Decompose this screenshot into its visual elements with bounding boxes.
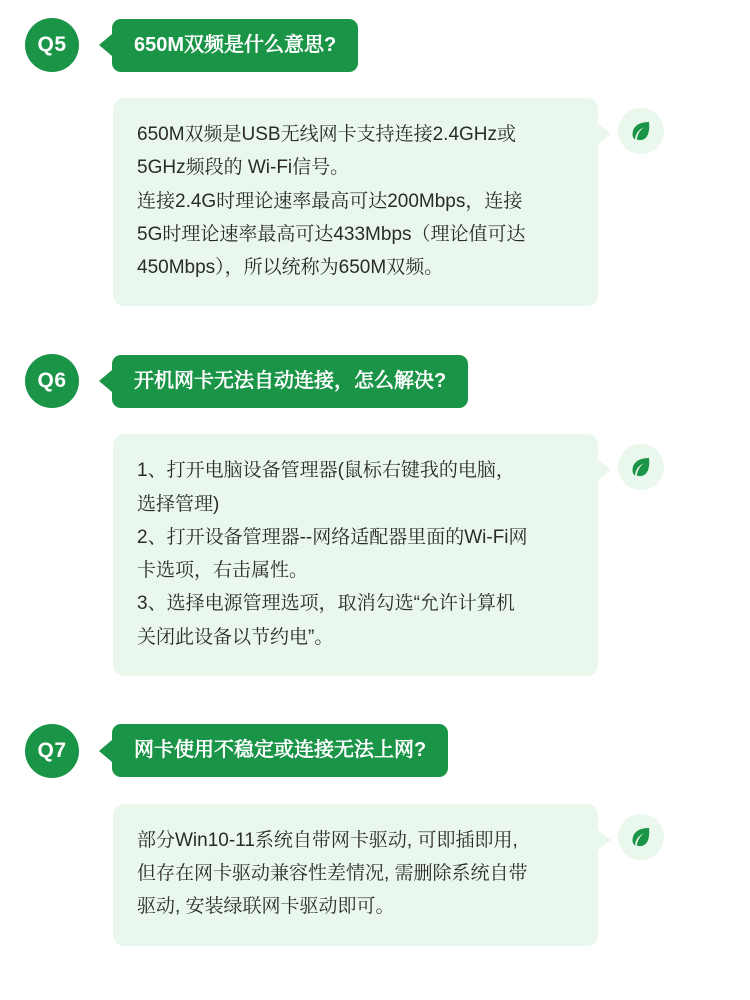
faq-item-q6: [0, 306, 750, 676]
avatar: [618, 108, 664, 154]
question-row-q6: [0, 354, 750, 408]
answer-bubble-wrap-q7: [113, 804, 611, 946]
question-row-q7: [0, 724, 750, 778]
answer-text-q7: [113, 804, 598, 946]
question-row-q5: [0, 18, 750, 72]
bubble-tail-icon: [99, 740, 112, 762]
question-bubble-wrap-q7: [99, 724, 448, 777]
answer-line: 选择管理): [137, 493, 220, 515]
answer-bubble-wrap-q5: [113, 98, 611, 306]
question-badge-q7: Q7: [25, 724, 79, 778]
answer-line: 2、打开设备管理器--网络适配器里面的Wi-Fi网: [137, 526, 528, 548]
question-text-q6: 开机网卡无法自动连接，怎么解决?: [112, 355, 468, 408]
faq-item-q7: [0, 676, 750, 946]
answer-row-q5: [0, 98, 750, 306]
answer-text-q5: [113, 98, 598, 306]
question-badge-q6: Q6: [25, 354, 79, 408]
bubble-tail-icon: [99, 370, 112, 392]
avatar: [618, 444, 664, 490]
answer-line: 部分Win10-11系统自带网卡驱动, 可即插即用,: [137, 829, 518, 851]
leaf-icon: [629, 119, 653, 143]
leaf-icon: [629, 825, 653, 849]
answer-row-q7: [0, 804, 750, 946]
question-text-q5: 650M双频是什么意思?: [112, 19, 358, 72]
answer-line: 5GHz频段的 Wi-Fi信号。: [137, 157, 350, 179]
answer-line: 450Mbps），所以统称为650M双频。: [137, 257, 444, 278]
question-text-q7: 网卡使用不稳定或连接无法上网?: [112, 724, 448, 777]
bubble-tail-icon: [598, 124, 611, 144]
answer-line: 连接2.4G时理论速率最高可达200Mbps，连接: [137, 190, 523, 212]
answer-bubble-wrap-q6: [113, 434, 611, 676]
question-badge-q5: Q5: [25, 18, 79, 72]
answer-line: 关闭此设备以节约电”。: [137, 626, 334, 648]
answer-line: 卡选项，右击属性。: [137, 560, 309, 581]
question-bubble-wrap-q6: [99, 355, 468, 408]
leaf-icon: [629, 455, 653, 479]
question-bubble-wrap-q5: [99, 19, 358, 72]
answer-line: 1、打开电脑设备管理器(鼠标右键我的电脑，: [137, 460, 515, 482]
answer-text-q6: [113, 434, 598, 676]
answer-line: 但存在网卡驱动兼容性差情况, 需删除系统自带: [137, 863, 528, 884]
answer-line: 650M双频是USB无线网卡支持连接2.4GHz或: [137, 124, 517, 145]
bubble-tail-icon: [598, 460, 611, 480]
faq-item-q5: [0, 0, 750, 306]
bubble-tail-icon: [598, 830, 611, 850]
answer-line: 5G时理论速率最高可达433Mbps（理论值可达: [137, 223, 526, 245]
answer-row-q6: [0, 434, 750, 676]
answer-line: 3、选择电源管理选项，取消勾选“允许计算机: [137, 593, 515, 615]
avatar: [618, 814, 664, 860]
bubble-tail-icon: [99, 34, 112, 56]
answer-line: 驱动, 安装绿联网卡驱动即可。: [137, 896, 395, 918]
